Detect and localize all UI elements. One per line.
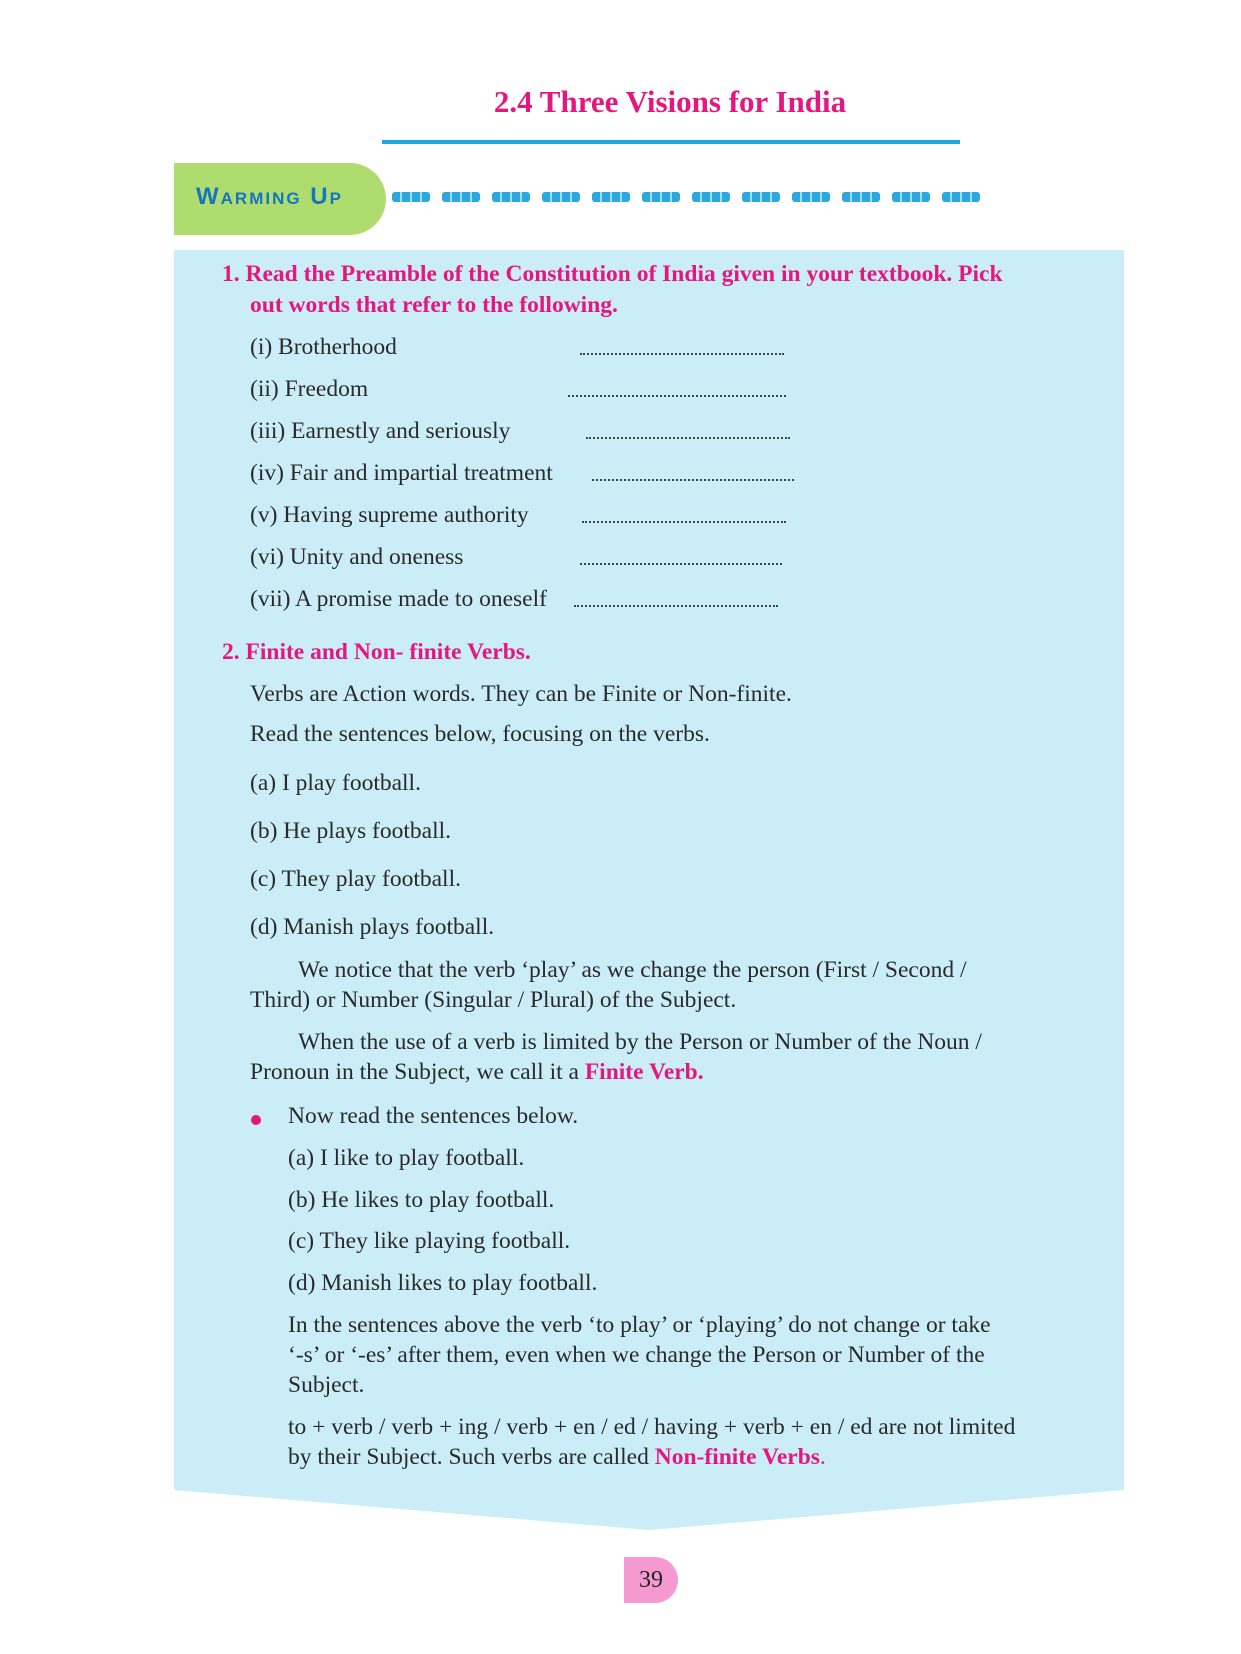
warming-up-label: Warming Up [196, 183, 343, 210]
answer-blank [592, 479, 794, 481]
example-sentence: (b) He likes to play football. [288, 1187, 555, 1213]
q1-item: (ii) Freedom [250, 376, 369, 402]
q1-heading-line2: out words that refer to the following. [250, 292, 618, 318]
notice-text: We notice that the verb ‘play’ as we change the person (First / Second / [298, 957, 967, 983]
example-sentence: (d) Manish plays football. [250, 914, 495, 940]
explanation-text: In the sentences above the verb ‘to play’ or ‘playing’ do not change or take [288, 1312, 991, 1338]
answer-blank [568, 395, 786, 397]
definition-text-part: Pronoun in the Subject, we call it a [250, 1059, 585, 1085]
finite-verb-term: Finite Verb. [584, 1059, 704, 1085]
rule-text: to + verb / verb + ing / verb + en / ed / having + verb + en / ed are not limited [288, 1414, 1016, 1440]
bullet-text: Now read the sentences below. [288, 1103, 579, 1129]
definition-text: When the use of a verb is limited by the Person or Number of the Noun / [298, 1029, 982, 1055]
answer-blank [582, 521, 786, 523]
example-sentence: (a) I like to play football. [288, 1145, 525, 1171]
example-sentence: (c) They play football. [250, 866, 461, 892]
answer-blank [574, 605, 778, 607]
example-sentence: (b) He plays football. [250, 818, 452, 844]
definition-text [250, 1057, 704, 1087]
q2-heading: 2. Finite and Non- finite Verbs. [222, 639, 531, 665]
example-sentence: (a) I play football. [250, 770, 421, 796]
non-finite-verb-term: Non-finite Verbs [654, 1444, 820, 1470]
q1-item: (vii) A promise made to oneself [250, 586, 547, 612]
answer-blank [586, 437, 790, 439]
answer-blank [580, 563, 782, 565]
page-title: 2.4 Three Visions for India [493, 84, 847, 119]
rule-period: . [819, 1444, 826, 1470]
q1-heading-line1: 1. Read the Preamble of the Constitution of India given in your textbook. Pick [222, 261, 1003, 287]
page-number: 39 [624, 1557, 678, 1603]
example-sentence: (c) They like playing football. [288, 1228, 571, 1254]
title-underline [382, 140, 960, 144]
decorative-dashes [392, 192, 980, 202]
answer-blank [580, 353, 784, 355]
rule-text-part: by their Subject. Such verbs are called [288, 1444, 655, 1470]
q1-item: (vi) Unity and oneness [250, 544, 464, 570]
bullet-icon [251, 1115, 261, 1125]
q1-item: (i) Brotherhood [250, 334, 397, 360]
explanation-text: Subject. [288, 1372, 365, 1398]
notice-text: Third) or Number (Singular / Plural) of the Subject. [250, 987, 737, 1013]
example-sentence: (d) Manish likes to play football. [288, 1270, 598, 1296]
q1-item: (iii) Earnestly and seriously [250, 418, 511, 444]
intro-text: Read the sentences below, focusing on the verbs. [250, 721, 710, 747]
q1-item: (v) Having supreme authority [250, 502, 529, 528]
explanation-text: ‘-s’ or ‘-es’ after them, even when we change the Person or Number of the [288, 1342, 985, 1368]
rule-text [288, 1442, 826, 1472]
q1-item: (iv) Fair and impartial treatment [250, 460, 553, 486]
intro-text: Verbs are Action words. They can be Finite or Non-finite. [250, 681, 792, 707]
